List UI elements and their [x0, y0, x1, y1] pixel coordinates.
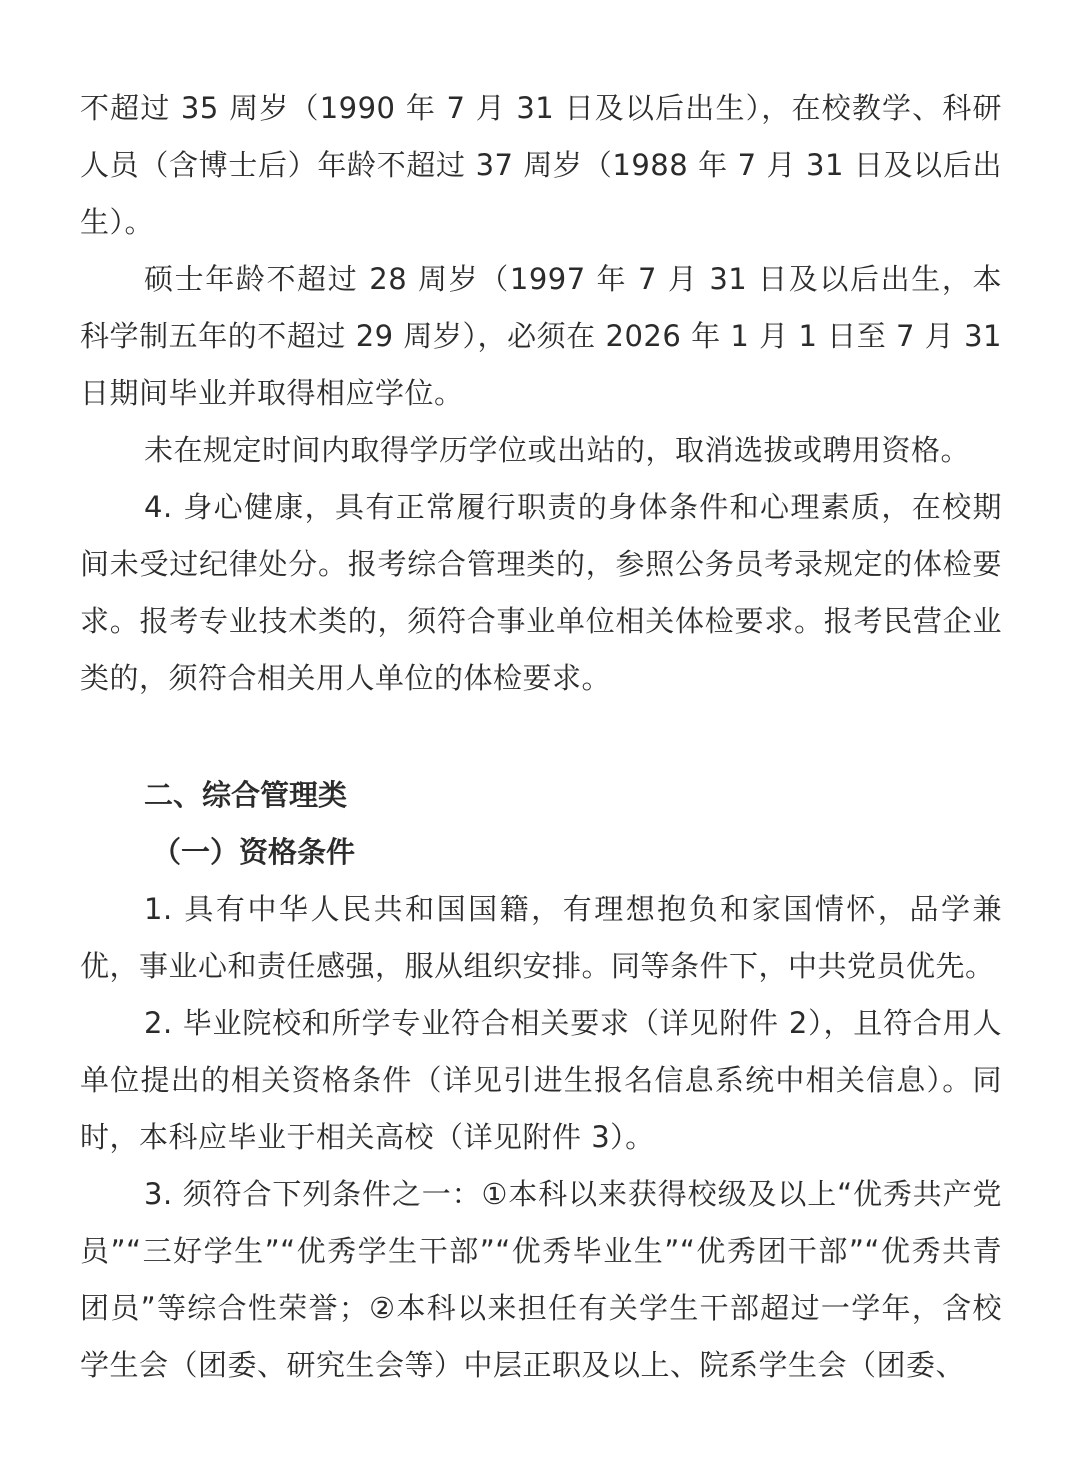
sub-heading: （一）资格条件: [152, 835, 356, 869]
document-page: [80, 80, 1002, 1394]
section-spacer: [80, 707, 1002, 767]
paragraph-age-limit-continued: 不超过 35 周岁（1990 年 7 月 31 日及以后出生），在校教学、科研人员（含博士后）年龄不超过 37 周岁（1988 年 7 月 31 日及以后出生）。: [80, 91, 1002, 239]
paragraph-health-requirement: 4. 身心健康，具有正常履行职责的身体条件和心理素质，在校期间未受过纪律处分。报考综合管理类的，参照公务员考录规定的体检要求。报考专业技术类的，须符合事业单位相关体检要求。报考民营企业类的，须符合相关用人单位的体检要求。: [80, 490, 1002, 695]
paragraph-master-age-limit: 硕士年龄不超过 28 周岁（1997 年 7 月 31 日及以后出生，本科学制五年的不超过 29 周岁），必须在 2026 年 1 月 1 日至 7 月 31 日期间毕业并取得相应学位。: [80, 262, 1002, 410]
paragraph-nationality: 1. 具有中华人民共和国国籍，有理想抱负和家国情怀，品学兼优，事业心和责任感强，服从组织安排。同等条件下，中共党员优先。: [80, 892, 1002, 983]
paragraph-disqualification: 未在规定时间内取得学历学位或出站的，取消选拔或聘用资格。: [144, 433, 971, 467]
section-heading: 二、综合管理类: [144, 778, 348, 812]
paragraph-honors-conditions: 3. 须符合下列条件之一：①本科以来获得校级及以上“优秀共产党员”“三好学生”“优秀学生干部”“优秀毕业生”“优秀团干部”“优秀共青团员”等综合性荣誉；②本科以来担任有关学生干部超过一学年，含校学生会（团委、研究生会等）中层正职及以上、院系学生会（团委、: [80, 1177, 1002, 1382]
paragraph-school-major: 2. 毕业院校和所学专业符合相关要求（详见附件 2），且符合用人单位提出的相关资格条件（详见引进生报名信息系统中相关信息）。同时，本科应毕业于相关高校（详见附件 3）。: [80, 1006, 1002, 1154]
